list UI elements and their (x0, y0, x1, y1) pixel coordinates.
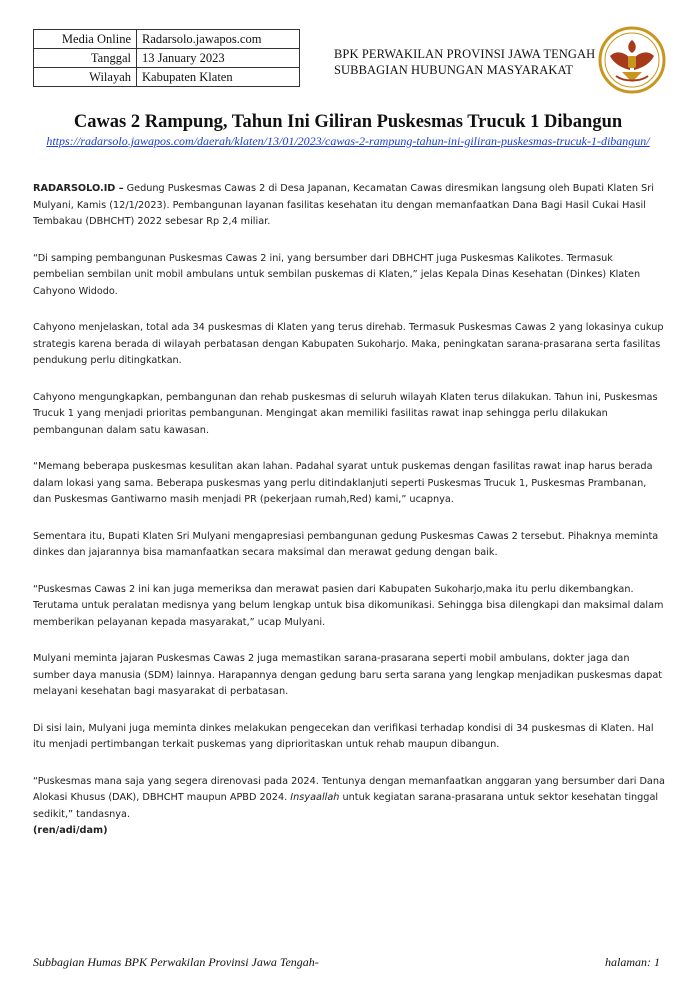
meta-key-region: Wilayah (34, 68, 137, 87)
paragraph-10-italic: Insyaallah (290, 792, 340, 803)
meta-table (33, 29, 300, 87)
paragraph-8: Mulyani meminta jajaran Puskesmas Cawas 2 juga memastikan sarana-prasarana seperti mobil ambulans, dokter jaga dan sumber daya manusia (SDM) lainnya. Harapannya dengan gedung baru serta sarana yang lengkap menjadikan puskesmas dapat melayani kesehatan bagi masyarakat di perbatasan. (33, 653, 663, 697)
meta-row-region (34, 68, 300, 87)
paragraph-2: “Di samping pembangunan Puskesmas Cawas 2 ini, yang bersumber dari DBHCHT juga Puskesmas Kalikotes. Termasuk pembelian sembilan unit mobil ambulans untuk sembilan puskemas di Klaten,” jelas Kepala Dinas Kesehatan (Dinkes) Klaten Cahyono Widodo. (33, 252, 641, 297)
paragraph-10-b: untuk kegiatan sarana-prasarana untuk sektor kesehatan tinggal sedikit,” tandasnya. (33, 792, 659, 820)
bpk-emblem-logo (598, 26, 666, 94)
meta-key-date: Tanggal (34, 49, 137, 68)
paragraph-7: “Puskesmas Cawas 2 ini kan juga memeriksa dan merawat pasien dari Kabupaten Sukoharjo,maka itu perlu dikembangkan. Terutama untuk peralatan medisnya yang belum lengkap untuk bisa dikomunikasi. Sehingga bisa dilengkapi dan maksimal dalam memberikan pelayanan kepada masyarakat,” ucap Mulyani. (33, 583, 664, 628)
paragraph-1 (33, 181, 667, 231)
paragraph-1-text: Gedung Puskesmas Cawas 2 di Desa Japanan, Kecamatan Cawas diresmikan langsung oleh Bupati Klaten Sri Mulyani, Kamis (12/1/2023). Pembangunan layanan fasilitas kesehatan itu dengan memanfaatkan Dana Bagi Hasil Cukai Hasil Tembakau (DBHCHT) 2022 sebesar Rp 2,4 miliar. (33, 183, 654, 227)
meta-value-region: Kabupaten Klaten (137, 68, 300, 87)
author-credit: (ren/adi/dam) (33, 825, 108, 836)
article-title: Cawas 2 Rampung, Tahun Ini Giliran Puskesmas Trucuk 1 Dibangun (73, 112, 623, 132)
meta-key-media: Media Online (34, 30, 137, 49)
article-url-link[interactable]: https://radarsolo.jawapos.com/daerah/klaten/13/01/2023/cawas-2-rampung-tahun-ini-giliran-puskesmas-trucuk-1-dibangun/ (46, 134, 650, 148)
paragraph-10-a: “Puskesmas mana saja yang segera direnovasi pada 2024. Tentunya dengan memanfaatkan anggaran yang bersumber dari Dana Alokasi Khusus (DAK), DBHCHT maupun APBD 2024. (33, 775, 665, 803)
paragraph-10 (33, 774, 667, 840)
org-division: SUBBAGIAN HUBUNGAN MASYARAKAT (334, 63, 574, 77)
meta-value-date: 13 January 2023 (137, 49, 300, 68)
footer-page-number: halaman: 1 (605, 955, 660, 969)
paragraph-5: “Memang beberapa puskesmas kesulitan akan lahan. Padahal syarat untuk puskemas dengan fasilitas rawat inap harus berada dalam lokasi yang sama. Beberapa puskesmas yang perlu ditindaklanjuti seperti Puskesmas Trucuk 1, Puskesmas Prambanan, dan Puskesmas Gantiwarno masih menjadi PR (pekerjaan rumah,Red) kami,” ucapnya. (33, 461, 653, 505)
dateline: RADARSOLO.ID – (33, 183, 124, 194)
paragraph-6: Sementara itu, Bupati Klaten Sri Mulyani mengapresiasi pembangunan gedung Puskesmas Cawas 2 tersebut. Pihaknya meminta dinkes dan jajarannya bisa mamanfaatkan secara maksimal dan merawat gedung dengan baik. (33, 530, 659, 558)
org-header (334, 46, 595, 78)
paragraph-4: Cahyono mengungkapkan, pembangunan dan rehab puskesmas di seluruh wilayah Klaten terus dilakukan. Tahun ini, Puskesmas Trucuk 1 yang menjadi prioritas pembangunan. Mengingat akan memiliki fasilitas rawat inap sehingga perlu dilakukan pembangunan dalam satu kawasan. (33, 391, 658, 436)
meta-row-media (34, 30, 300, 49)
org-name: BPK PERWAKILAN PROVINSI JAWA TENGAH (334, 47, 596, 61)
paragraph-3: Cahyono menjelaskan, total ada 34 puskesmas di Klaten yang terus direhab. Termasuk Puskesmas Cawas 2 yang lokasinya cukup strategis karena berada di wilayah perbatasan dengan Kabupaten Sukoharjo. Maka, peningkatan sarana-prasarana serta fasilitas pendukung perlu ditingkatkan. (33, 322, 664, 366)
meta-row-date (34, 49, 300, 68)
article-body (33, 181, 667, 840)
meta-value-media: Radarsolo.jawapos.com (137, 30, 300, 49)
footer-department: Subbagian Humas BPK Perwakilan Provinsi Jawa Tengah- (33, 955, 319, 969)
paragraph-9: Di sisi lain, Mulyani juga meminta dinkes melakukan pengecekan dan verifikasi terhadap kondisi di 34 puskesmas di Klaten. Hal itu menjadi pertimbangan terkait puskemas yang diprioritaskan untuk rehab maupun dibangun. (33, 722, 654, 750)
